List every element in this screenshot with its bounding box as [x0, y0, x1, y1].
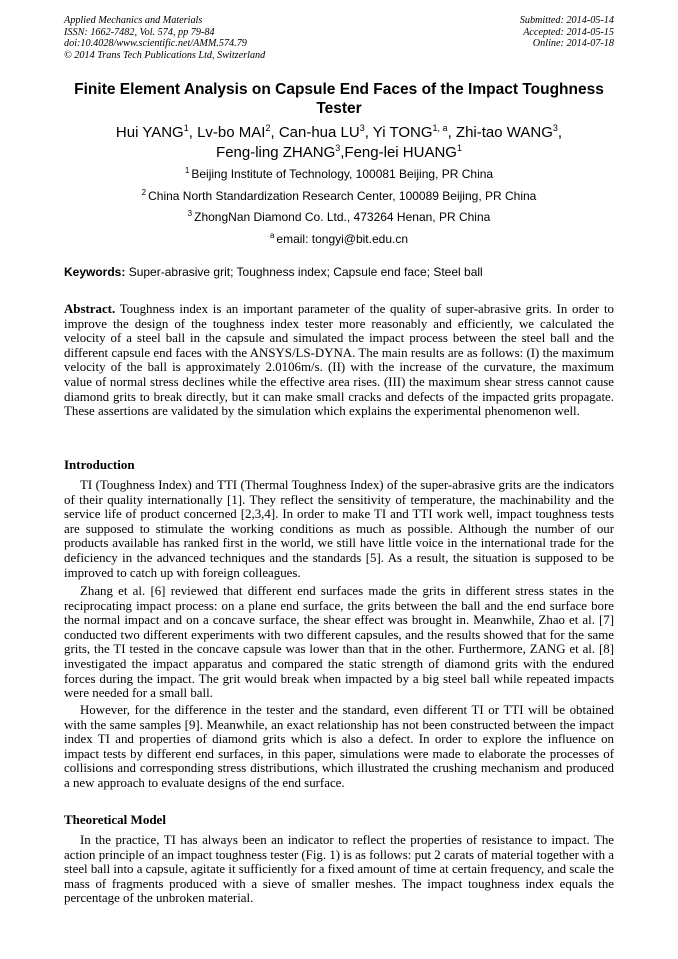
author-name: Feng-ling ZHANG — [216, 144, 336, 161]
corresponding-email — [64, 232, 614, 246]
affiliation-text: China North Standardization Research Center, 100089 Beijing, PR China — [148, 189, 537, 203]
author-name: Yi TONG — [372, 124, 433, 141]
affiliation-2 — [64, 189, 614, 203]
affiliation-mark: 1 — [184, 166, 190, 175]
affiliation-text: ZhongNan Diamond Co. Ltd., 473264 Henan, PR China — [194, 210, 491, 224]
author-affiliation-mark: 3 — [335, 143, 341, 153]
affiliation-text: Beijing Institute of Technology, 100081 Beijing, PR China — [191, 167, 494, 181]
abstract-label: Abstract. — [64, 302, 116, 316]
abstract-text: Toughness index is an important parameter of the quality of super-abrasive grits. In order to improve the design of the toughness index tester more reasonably and efficiently, we calculated the velocity of a steel ball in the capsule and simulated the impact process between the steel ball and the different capsule end faces with the ANSYS/LS-DYNA. The main results are as follows: (I) the maximum velocity of the ball is approximately 2.0106m/s. (II) with the increase of the curvature, the maximum value of normal stress declines while the effective area rises. (III) the maximum shear stress cannot cause diamond grits to break directly, but it can make small cracks and defects of the impacted grits propagate. These assertions are validated by the simulation which explains the experimental phenomenon well. — [64, 302, 614, 419]
intro-paragraph-1: TI (Toughness Index) and TTI (Thermal Toughness Index) of the super-abrasive grits are the indicators of their quality internationally [1]. They reflect the sensitivity of temperature, the machinability and the service life of product concerned [2,3,4]. In order to make TI and TTI work well, impact toughness tests are supposed to stimulate the working conditions as much as possible. Although the number of our products available has ranked first in the world, we still have little voice in the international trade for the deficiency in the advanced techniques and the standards [5]. As a result, the situation is supposed to be improved to catch up with foreign colleagues. — [64, 478, 614, 580]
submitted-date: Submitted: 2014-05-14 — [519, 15, 614, 26]
author-affiliation-mark: 3 — [552, 123, 558, 133]
author-name: Hui YANG — [115, 124, 184, 141]
author-affiliation-mark: 1 — [456, 143, 462, 153]
journal-name: Applied Mechanics and Materials — [64, 15, 203, 26]
online-date: Online: 2014-07-18 — [532, 38, 614, 50]
affiliation-1 — [64, 167, 614, 181]
journal-info — [64, 15, 265, 61]
keywords-text: Super-abrasive grit; Toughness index; Capsule end face; Steel ball — [128, 265, 483, 279]
author-affiliation-mark: 3 — [359, 123, 365, 133]
intro-paragraph-3: However, for the difference in the tester and the standard, even different TI or TTI will be obtained with the same samples [9]. Meanwhile, an exact relationship has not been constructed between the impact index TI and properties of diamond grits which is also a defect. In order to explore the influence on impact tests by different end surfaces, in this paper, simulations were made to elaborate the processes of collisions and corresponding stress distributions, which illustrated the crushing mechanism and produced a new approach to evaluate designs of the end surface. — [64, 703, 614, 790]
abstract — [64, 302, 614, 419]
section-heading-introduction: Introduction — [64, 457, 135, 472]
journal-doi: doi:10.4028/www.scientific.net/AMM.574.79 — [64, 38, 247, 50]
author-affiliation-mark: 2 — [265, 123, 271, 133]
section-heading-theoretical-model: Theoretical Model — [64, 812, 166, 827]
author-name: Zhi-tao WANG — [455, 124, 553, 141]
publication-dates — [520, 15, 614, 50]
paper-title: Finite Element Analysis on Capsule End Faces of the Impact Toughness Tester — [74, 81, 604, 117]
author-name: Can-hua LU — [278, 124, 360, 141]
journal-issn: ISSN: 1662-7482, Vol. 574, pp 79-84 — [64, 26, 215, 38]
email-text: email: tongyi@bit.edu.cn — [276, 232, 409, 246]
author-list: Hui YANG$^1$, Lv-bo MAI$^2$, Can-hua $LU^3$, Yi TONG$^{1, a}$, Zhi-tao WANG$^3$, Feng-ling ZHANG$^3$,Feng-lei HUANG$^1$ — [115, 123, 563, 161]
accepted-date: Accepted: 2014-05-15 — [523, 26, 614, 38]
affiliation-3 — [64, 210, 614, 224]
journal-copyright: © 2014 Trans Tech Publications Ltd, Switzerland — [64, 49, 266, 61]
author-name: Feng-lei HUANG — [344, 144, 457, 161]
keywords — [64, 265, 614, 279]
author-affiliation-mark: 1 — [183, 123, 189, 133]
author-name: Lv-bo MAI — [197, 124, 266, 141]
keywords-label: Keywords: — [64, 265, 126, 279]
affiliation-mark: 2 — [141, 188, 147, 197]
affiliation-mark: a — [269, 231, 275, 240]
intro-paragraph-2: Zhang et al. [6] reviewed that different end surfaces made the grits in different stress states in the reciprocating impact process: on a plane end surface, the grits between the ball and the end surface bore the normal impact and on a concave surface, the shear effect was brought in. Meanwhile, Zhao et al. [7] conducted two different experiments with two different capsules, and the results showed that for the same grits, the TI tested in the concave capsule was lower than that in the other. Furthermore, ZANG et al. [8] investigated the impact apparatus and compared the static strength of diamond grits with the endured forces during the impact. The grit would break when impacted by a big steel ball while repeated impacts were needed for a small ball. — [64, 584, 614, 701]
theory-paragraph-1: In the practice, TI has always been an indicator to reflect the properties of resistance to impact. The action principle of an impact toughness tester (Fig. 1) is as follows: put 2 carats of material together with a steel ball into a capsule, agitate it sufficiently for a fixed amount of time at certain frequency, and scale the mass of fragments produced with a sieve of smaller meshes. The impact toughness index equals the percentage of the unbroken material. — [64, 833, 614, 906]
affiliation-mark: 3 — [187, 209, 193, 218]
author-affiliation-mark: 1, a — [432, 123, 448, 133]
